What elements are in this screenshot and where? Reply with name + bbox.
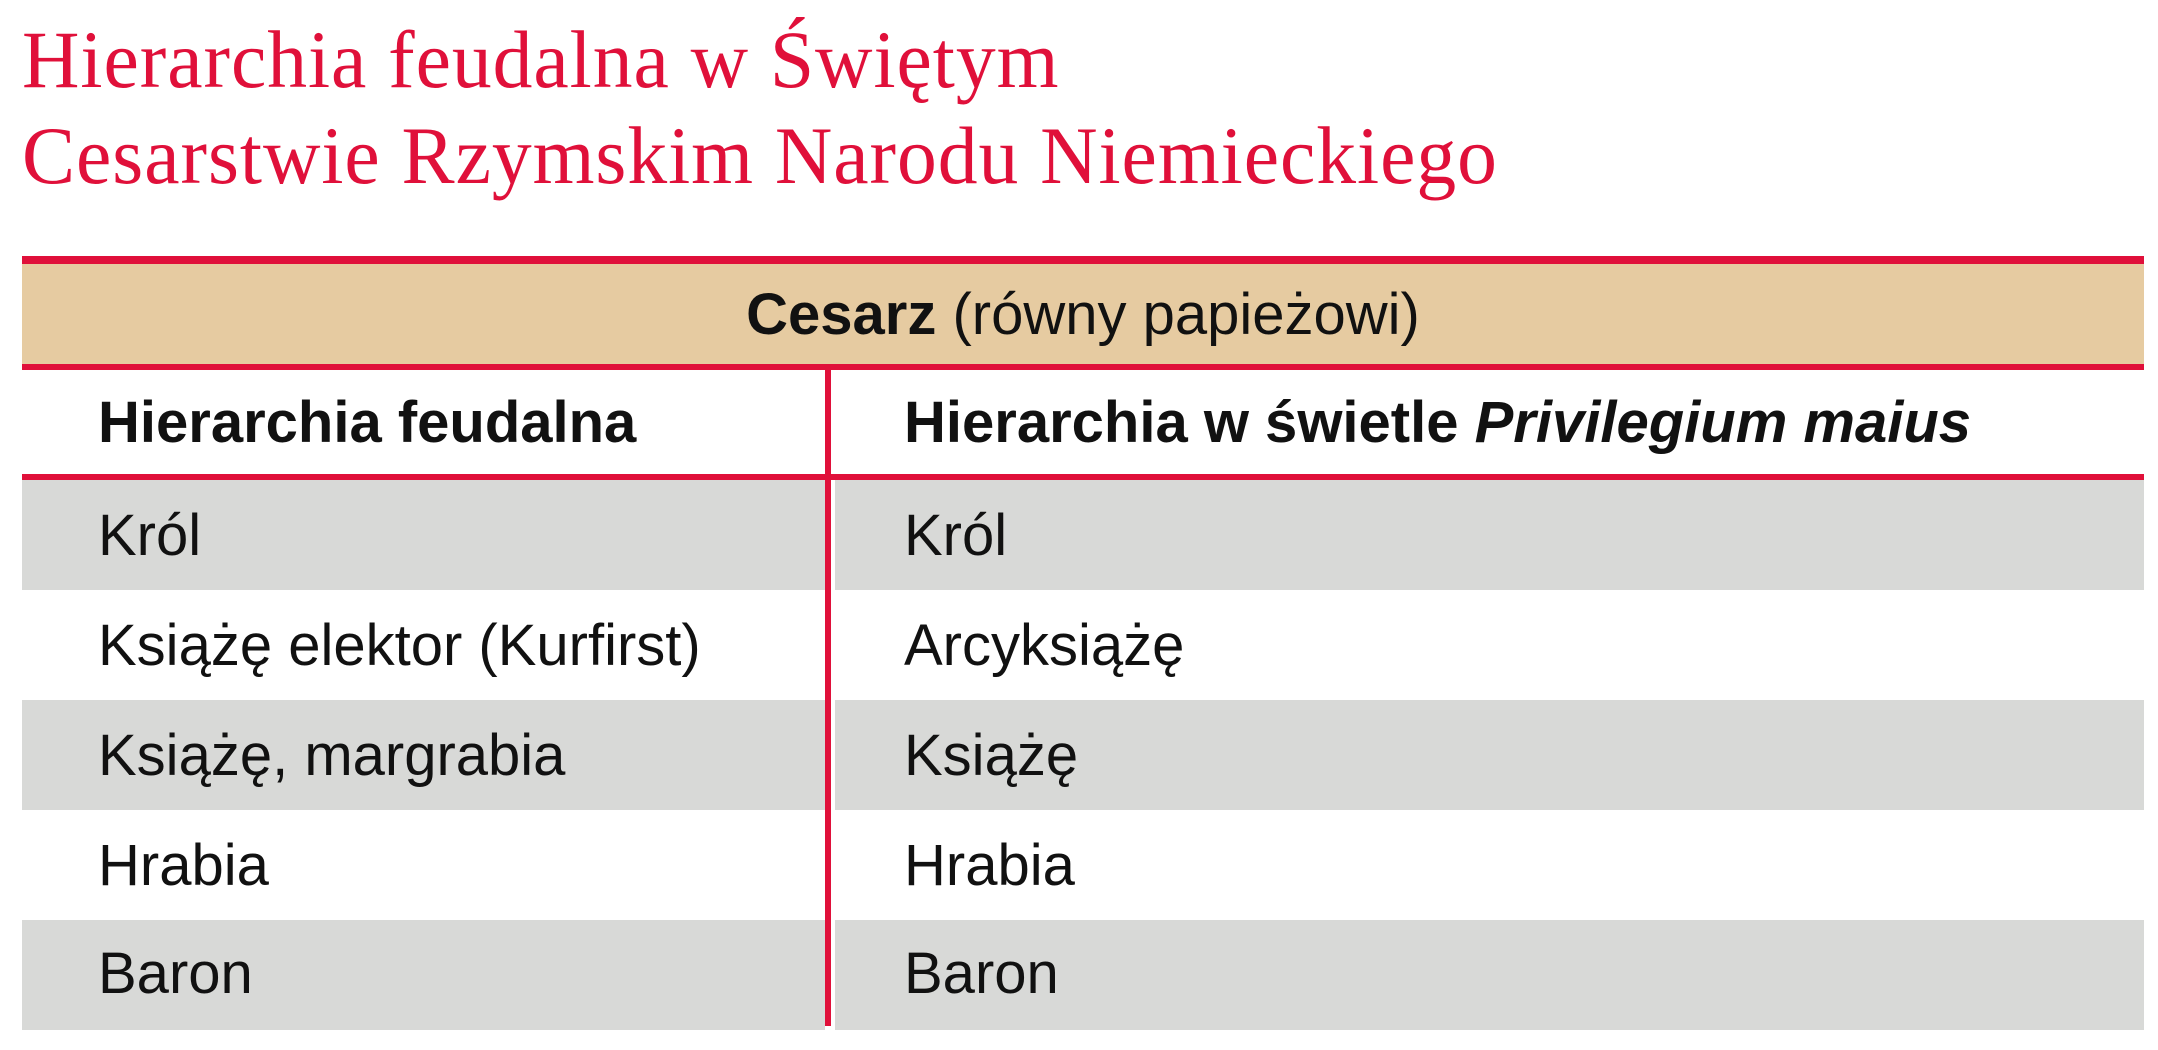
top-rule: [22, 256, 2144, 264]
page-title: [22, 12, 1498, 204]
row-4-right: Hrabia: [904, 832, 1075, 898]
emperor-banner: [22, 264, 2144, 364]
row-5-left: Baron: [98, 940, 253, 1006]
title-line-2: Cesarstwie Rzymskim Narodu Niemieckiego: [22, 110, 1498, 201]
column-divider: [825, 368, 831, 1026]
header-right-prefix: Hierarchia w świetle: [904, 389, 1459, 455]
hierarchy-table: [22, 256, 2144, 1026]
header-left-text: Hierarchia feudalna: [98, 389, 637, 455]
row-2-right: Arcyksiążę: [904, 612, 1185, 678]
row-1-right: Król: [904, 502, 1008, 568]
row-3-right: Książę: [904, 722, 1079, 788]
table-row: [22, 810, 2144, 920]
row-4-left: Hrabia: [98, 832, 269, 898]
table-row: [22, 920, 2144, 1030]
row-1-left: Król: [98, 502, 202, 568]
header-right: [904, 370, 1971, 474]
banner-regular-text: (równy papieżowi): [952, 281, 1420, 347]
row-3-left: Książę, margrabia: [98, 722, 566, 788]
header-left: [98, 370, 636, 474]
row-2-left: Książę elektor (Kurfirst): [98, 612, 701, 678]
row-5-right: Baron: [904, 940, 1059, 1006]
banner-bold-text: Cesarz: [746, 281, 937, 347]
header-right-italic: Privilegium maius: [1474, 389, 1972, 455]
title-line-1: Hierarchia feudalna w Świętym: [22, 14, 1060, 105]
table-row: [22, 480, 2144, 590]
